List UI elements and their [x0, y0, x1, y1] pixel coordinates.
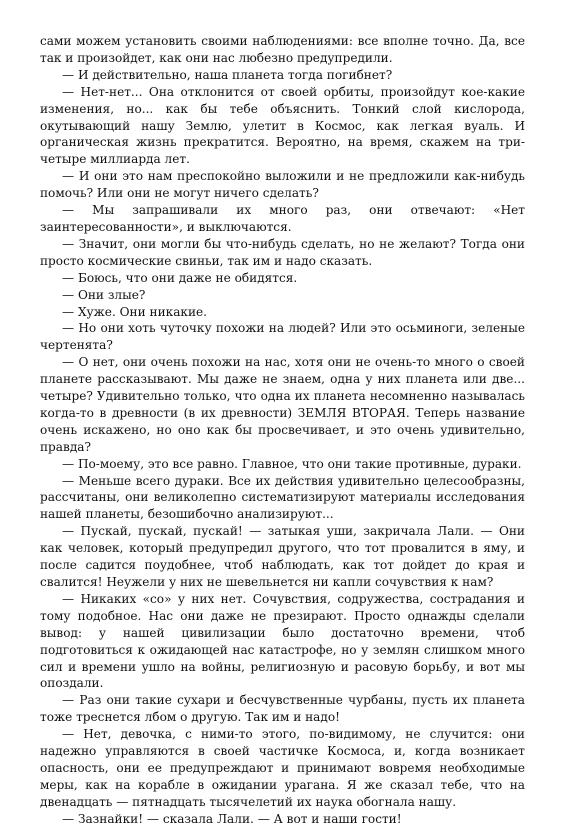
paragraph: — Пускай, пускай, пускай! — затыкая уши, закричала Лали. — Они как человек, который предупредил другого, что тот провалится в яму, и после садится поудобнее, чтоб наблюдать, как тот дойдет до края и свалится! Неужели у них не шевельнется ни капли сочувствия к нам? [40, 524, 525, 589]
paragraph: сами можем установить своими наблюдениями: все вполне точно. Да, все так и произойдет, как они нас любезно предупредили. [40, 34, 525, 65]
paragraph: — Они злые? [62, 287, 146, 302]
paragraph: — Никаких «со» у них нет. Сочувствия, содружества, сострадания и тому подобное. Нас они даже не презирают. Просто однажды сделали вывод: у нашей цивилизации было достаточно времени, чтоб подготовиться к ожидающей нас катастрофе, но у землян слишком много сил и времени ушло на войны, религиозную и расовую борьбу, и вот мы опоздали. [40, 591, 525, 691]
paragraph: — Мы запрашивали их много раз, они отвечают: «Нет заинтересованности», и выключаются. [40, 203, 525, 234]
paragraph: — И действительно, наша планета тогда погибнет? [62, 67, 393, 82]
paragraph: — Нет, девочка, с ними-то этого, по-видимому, не случится: они надежно управляются в своей частичке Космоса, и, когда возникает опасность, они ее предупреждают и принимают вовремя необходимые меры, как на корабле в ожидании урагана. Я же сказал тебе, что на двенадцать — пятнадцать тысячелетий их наука обогнала нашу. [40, 727, 525, 809]
paragraph: — Раз они такие сухари и бесчувственные чурбаны, пусть их планета тоже треснется лбом о другую. Так им и надо! [40, 693, 525, 725]
paragraph: — Нет-нет... Она отклонится от своей орбиты, произойдут кое-какие изменения, но... как бы тебе объяснить. Тонкий слой кислорода, окутывающий нашу Землю, улетит в Космос, как легкая вуаль. И органическая жизнь прекратится. Вероятно, на время, скажем на три-четыре миллиарда лет. [40, 84, 525, 167]
paragraph: — По-моему, это все равно. Главное, что они такие противные, дураки. [62, 456, 522, 471]
paragraph: — Меньше всего дураки. Все их действия удивительно целесообразны, рассчитаны, они великолепно систематизируют материалы исследования нашей планеты, безошибочно анализируют... [40, 473, 525, 522]
paragraph: — Значит, они могли бы что-нибудь сделать, но не желают? Тогда они просто космические свиньи, так им и надо сказать. [40, 236, 525, 268]
book-page [40, 33, 525, 828]
paragraph: — Хуже. Они никакие. [62, 304, 208, 319]
paragraph: — Но они хоть чуточку похожи на людей? Или это осьминоги, зеленые чертенята? [40, 321, 525, 353]
paragraph: — О нет, они очень похожи на нас, хотя они не очень-то много о своей планете рассказывают. Мы даже не знаем, одна у них планета или две... четыре? Удивительно только, что одна их планета несомненно называлась когда-то в древности (в их древности) ЗЕМЛЯ ВТОРАЯ. Теперь название очень искажено, но оно как бы просвечивает, и это очень удивительно, правда? [40, 355, 525, 454]
paragraph: — Боюсь, что они даже не обидятся. [62, 270, 298, 285]
paragraph: — Зазнайки! — сказала Лали. — А вот и наши гости! [62, 811, 402, 826]
paragraph: — И они это нам преспокойно выложили и не предложили как-нибудь помочь? Или они не могут ничего сделать? [40, 169, 525, 201]
